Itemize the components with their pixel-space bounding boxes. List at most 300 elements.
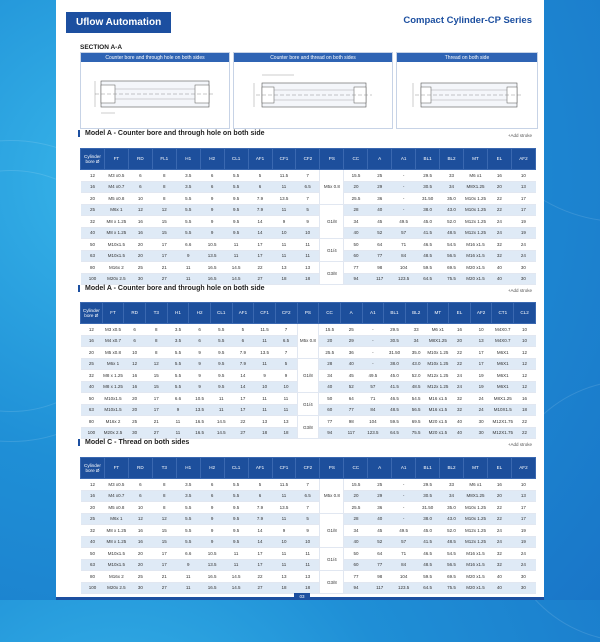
table-cell: 9	[189, 370, 211, 382]
table-cell: M8 x 1.25	[104, 536, 128, 548]
table-cell: 16	[449, 324, 471, 336]
table-cell: 16	[128, 216, 152, 228]
table-cell: 6.5	[296, 490, 320, 502]
table-cell: M16x 2	[104, 262, 128, 274]
table-cell: 17	[511, 513, 535, 525]
table-cell: 24	[487, 227, 511, 239]
table-cell: 8	[152, 502, 176, 514]
table-cell: 9	[189, 347, 211, 359]
column-header: PS	[320, 458, 344, 479]
column-header: Cylinder bore Ø	[81, 303, 103, 324]
table-cell: 50	[81, 393, 103, 405]
table-cell: 5	[248, 170, 272, 182]
table-cell: 9	[272, 216, 296, 228]
table-cell: 35.0	[405, 347, 427, 359]
table-header-row	[81, 149, 536, 170]
table-cell: 7	[296, 193, 320, 205]
table-row	[81, 571, 536, 583]
table-cell: 54.5	[405, 393, 427, 405]
table-cell: M20 x1.5	[464, 273, 488, 285]
table-cell: 13	[254, 416, 276, 428]
table-cell: 22	[248, 262, 272, 274]
table-cell: 11	[254, 404, 276, 416]
table-cell: 69.5	[405, 416, 427, 428]
column-header: AF2	[511, 149, 535, 170]
table-cell: 14	[232, 381, 254, 393]
table-cell: 98	[340, 416, 362, 428]
table-cell: 6	[248, 181, 272, 193]
table-cell: 59.5	[416, 571, 440, 583]
table-cell: 24	[511, 548, 535, 560]
table-cell: M16 x1.5	[427, 404, 449, 416]
table-cell: M10x1.5	[102, 404, 124, 416]
add-stroke-link[interactable]: +Add stroke	[507, 133, 532, 138]
table-cell: 27	[248, 273, 272, 285]
table-cell: 34	[319, 370, 341, 382]
port-size-cell: G3/8	[297, 416, 319, 439]
page-number: 03	[294, 593, 310, 600]
table-cell: 63	[81, 559, 105, 571]
table-cell: 20	[487, 490, 511, 502]
table-cell: 9	[189, 358, 211, 370]
table-cell: 123.5	[392, 582, 416, 594]
table-cell: 10	[514, 335, 536, 347]
table-cell: 14.5	[224, 273, 248, 285]
table-cell: 27	[152, 582, 176, 594]
table-row	[81, 273, 536, 285]
table-cell: M12X1.75	[492, 427, 514, 439]
table-cell: 17	[145, 393, 167, 405]
table-cell: 15	[152, 536, 176, 548]
table-cell: 9	[200, 227, 224, 239]
table-cell: 80	[81, 571, 105, 583]
table-cell: 40	[368, 513, 392, 525]
table-cell: 31.50	[384, 347, 406, 359]
table-cell: 5.5	[176, 525, 200, 537]
table-cell: M20 x1.5	[464, 571, 488, 583]
table-cell: 20	[128, 250, 152, 262]
column-header: FT	[102, 303, 124, 324]
column-header: RD	[124, 303, 146, 324]
table-cell: 123.5	[362, 427, 384, 439]
table-cell: 21	[145, 416, 167, 428]
table-cell: M4X0.7	[492, 335, 514, 347]
table-cell: 6	[128, 181, 152, 193]
table-cell: 24	[511, 559, 535, 571]
table-cell: 54.5	[440, 239, 464, 251]
table-cell: 84	[362, 404, 384, 416]
column-header: RD	[128, 458, 152, 479]
table-cell: 5.5	[210, 324, 232, 336]
table-cell: 84	[392, 250, 416, 262]
table-cell: 40	[344, 536, 368, 548]
table-cell: 9	[200, 193, 224, 205]
table-cell: 10	[124, 347, 146, 359]
table-cell: 8	[152, 193, 176, 205]
column-header: FT	[104, 458, 128, 479]
table-cell: 17	[232, 404, 254, 416]
table-cell: 71	[362, 393, 384, 405]
port-size-cell: M5x 0.8	[320, 479, 344, 514]
table-cell: M6X1	[492, 370, 514, 382]
table-cell: 17	[145, 404, 167, 416]
table-cell: 56.5	[440, 559, 464, 571]
table-cell: 22	[487, 513, 511, 525]
table-cell: -	[362, 335, 384, 347]
table-cell: 14.5	[224, 582, 248, 594]
table-cell: 9	[200, 502, 224, 514]
table-cell: 46.5	[384, 393, 406, 405]
table-cell: 16	[128, 227, 152, 239]
catalog-page	[56, 0, 544, 600]
table-cell: 48.5	[440, 536, 464, 548]
table-cell: 5	[248, 479, 272, 491]
add-stroke-link[interactable]: +Add stroke	[507, 442, 532, 447]
table-cell: 11	[296, 559, 320, 571]
table-cell: 60	[319, 404, 341, 416]
table-cell: 6.6	[176, 239, 200, 251]
table-cell: 100	[81, 427, 103, 439]
table-cell: 34	[344, 525, 368, 537]
table-cell: 10	[128, 193, 152, 205]
column-header: A	[368, 149, 392, 170]
port-size-cell: G1/8	[297, 358, 319, 393]
spec-table-model-a	[80, 148, 536, 285]
table-cell: 6	[189, 324, 211, 336]
table-cell: 17	[152, 239, 176, 251]
table-cell: 22	[487, 502, 511, 514]
table-cell: 27	[248, 582, 272, 594]
table-cell: 15.5	[319, 324, 341, 336]
table-cell: 38.0	[384, 358, 406, 370]
table-cell: 24	[511, 250, 535, 262]
table-cell: 22	[487, 204, 511, 216]
table-row	[81, 216, 536, 228]
cylinder-drawing-counter-bore-thread	[234, 63, 392, 127]
table-cell: 9	[296, 525, 320, 537]
table-cell: 80	[81, 416, 103, 428]
column-header: CC	[344, 458, 368, 479]
table-cell: 41.5	[416, 536, 440, 548]
diagram-model-b	[233, 52, 393, 129]
table-cell: 16	[487, 479, 511, 491]
table-cell: 20	[124, 393, 146, 405]
table-cell: 11	[254, 335, 276, 347]
table-cell: 52	[340, 381, 362, 393]
table-cell: 7	[275, 347, 297, 359]
table-row	[81, 559, 536, 571]
table-cell: 7.9	[248, 513, 272, 525]
table-cell: 38.0	[416, 204, 440, 216]
column-header: BL2	[440, 149, 464, 170]
table-cell: 6	[200, 170, 224, 182]
table-cell: 30	[511, 262, 535, 274]
table-cell: 8	[145, 347, 167, 359]
table-cell: 12	[152, 204, 176, 216]
column-header: PS	[320, 149, 344, 170]
table-cell: M12X1.75	[492, 416, 514, 428]
table-cell: 46.5	[416, 239, 440, 251]
table-cell: 17	[152, 548, 176, 560]
table-cell: M16 x1.5	[464, 548, 488, 560]
table-cell: 18	[272, 273, 296, 285]
column-header: CF2	[275, 303, 297, 324]
table-cell: 17	[470, 347, 492, 359]
table-cell: 52	[368, 536, 392, 548]
table-cell: 15	[145, 370, 167, 382]
table-cell: 11	[224, 559, 248, 571]
table-cell: 117	[340, 427, 362, 439]
table-cell: 10.5	[200, 239, 224, 251]
table-cell: 10.5	[189, 393, 211, 405]
table-cell: 11	[176, 582, 200, 594]
table-cell: 8	[152, 490, 176, 502]
table-cell: 5	[275, 358, 297, 370]
table-row	[81, 479, 536, 491]
table-cell: 40	[487, 571, 511, 583]
port-size-cell: G3/8	[320, 571, 344, 594]
column-header: CF1	[254, 303, 276, 324]
table-cell: 20	[124, 404, 146, 416]
table-cell: 57	[392, 536, 416, 548]
table-cell: 94	[319, 427, 341, 439]
table-cell: 48.5	[405, 381, 427, 393]
table-cell: 38.0	[416, 513, 440, 525]
series-title: Compact Cylinder-CP Series	[403, 15, 532, 26]
table-cell: 50	[81, 239, 105, 251]
table-cell: 5.5	[176, 536, 200, 548]
table-cell: 30.5	[384, 335, 406, 347]
table-cell: -	[392, 181, 416, 193]
table-cell: 40	[81, 536, 105, 548]
table-cell: 16	[81, 335, 103, 347]
port-size-cell: M5x 0.8	[320, 170, 344, 205]
table-cell: 6.5	[296, 181, 320, 193]
table-cell: 10	[296, 227, 320, 239]
table-cell: 30	[511, 571, 535, 583]
table-cell: 52.0	[440, 525, 464, 537]
table-cell: 12	[145, 358, 167, 370]
table-cell: 12	[124, 358, 146, 370]
table-cell: 5.5	[224, 181, 248, 193]
table-cell: 49.5	[362, 370, 384, 382]
table-cell: 30	[128, 273, 152, 285]
table-cell: 43.0	[405, 358, 427, 370]
table-cell: 15.5	[344, 479, 368, 491]
table-row	[81, 490, 536, 502]
table-cell: 11	[272, 181, 296, 193]
table-cell: 17	[248, 239, 272, 251]
table-cell: 77	[368, 250, 392, 262]
table-cell: 11	[272, 490, 296, 502]
add-stroke-link[interactable]: +Add stroke	[507, 288, 532, 293]
table-cell: 25	[81, 513, 105, 525]
table-cell: 3.5	[176, 181, 200, 193]
table-cell: M20 x1.5	[427, 416, 449, 428]
table-cell: M12x 1.25	[427, 370, 449, 382]
table-cell: 13.5	[189, 404, 211, 416]
table-cell: 50	[344, 548, 368, 560]
table-cell: -	[392, 502, 416, 514]
table-cell: 24	[487, 525, 511, 537]
table-cell: 6	[200, 181, 224, 193]
table-cell: 25	[81, 204, 105, 216]
column-header: CC	[319, 303, 341, 324]
table-cell: 40	[344, 227, 368, 239]
table-cell: M6 x1	[427, 324, 449, 336]
table-cell: M10x 1.25	[427, 347, 449, 359]
column-header: A	[368, 458, 392, 479]
table-cell: 34	[405, 335, 427, 347]
table-cell: 9	[176, 250, 200, 262]
table-cell: 9.5	[224, 216, 248, 228]
table-cell: 10	[511, 479, 535, 491]
table-cell: 30.5	[416, 490, 440, 502]
table-cell: 77	[368, 559, 392, 571]
table-cell: 25	[340, 324, 362, 336]
table-cell: 71	[392, 548, 416, 560]
table-cell: M3 x0.5	[104, 170, 128, 182]
column-header: AF2	[511, 458, 535, 479]
table-cell: M3 x0.5	[104, 479, 128, 491]
cylinder-drawing-through-hole	[81, 63, 229, 127]
table-cell: 10	[296, 536, 320, 548]
table-cell: 13.5	[254, 347, 276, 359]
table-cell: 41.5	[416, 227, 440, 239]
table-cell: 22	[487, 193, 511, 205]
table-cell: 9.5	[224, 204, 248, 216]
table-cell: 5.5	[224, 490, 248, 502]
table-cell: 12	[128, 513, 152, 525]
table-cell: 9.5	[224, 536, 248, 548]
table-cell: M20 x1.5	[464, 262, 488, 274]
table-cell: 6.6	[176, 548, 200, 560]
table-cell: 24	[470, 393, 492, 405]
table-cell: 11	[210, 393, 232, 405]
table-title: Model A - Counter bore and through hole on both side	[78, 130, 265, 137]
table-cell: 11	[296, 239, 320, 251]
table-cell: 41.5	[384, 381, 406, 393]
table-cell: 40	[340, 358, 362, 370]
column-header: MT	[427, 303, 449, 324]
column-header: CT1	[492, 303, 514, 324]
table-cell: 13	[296, 262, 320, 274]
table-cell: 20	[344, 181, 368, 193]
table-cell: -	[392, 204, 416, 216]
table-cell: 19	[511, 216, 535, 228]
table-cell: 9	[200, 525, 224, 537]
table-cell: 25.5	[319, 347, 341, 359]
table-cell: -	[362, 347, 384, 359]
table-cell: 98	[368, 262, 392, 274]
table-cell: 32	[487, 250, 511, 262]
table-cell: 12	[81, 170, 105, 182]
table-cell: 5.5	[167, 381, 189, 393]
table-cell: 5.5	[167, 358, 189, 370]
table-cell: 12	[514, 358, 536, 370]
table-cell: M10x1.5	[104, 548, 128, 560]
table-cell: 40	[368, 204, 392, 216]
table-cell: 25	[368, 479, 392, 491]
table-cell: 64.5	[416, 273, 440, 285]
column-header: BL1	[384, 303, 406, 324]
table-cell: M6 x1	[464, 170, 488, 182]
table-cell: 13	[470, 335, 492, 347]
table-cell: 10	[272, 536, 296, 548]
table-cell: 123.5	[392, 273, 416, 285]
table-cell: 11	[296, 548, 320, 560]
column-header: CF2	[296, 458, 320, 479]
table-cell: 40	[449, 427, 471, 439]
table-cell: 7	[296, 502, 320, 514]
table-cell: M3 x0.5	[102, 324, 124, 336]
table-cell: M10x 1.25	[464, 204, 488, 216]
table-cell: M20 x1.5	[464, 582, 488, 594]
table-cell: 24	[449, 370, 471, 382]
table-cell: 9.5	[224, 193, 248, 205]
table-cell: 12	[514, 347, 536, 359]
table-cell: 46.5	[416, 548, 440, 560]
table-cell: 32	[81, 370, 103, 382]
table-row	[81, 227, 536, 239]
spec-table-model-a-threaded	[80, 302, 536, 439]
table-cell: 59.5	[384, 416, 406, 428]
table-cell: 52	[368, 227, 392, 239]
column-header: Cylinder bore Ø	[81, 149, 105, 170]
table-cell: 5.5	[224, 479, 248, 491]
table-cell: M20 x1.5	[427, 427, 449, 439]
column-header: A1	[392, 149, 416, 170]
table-row	[81, 181, 536, 193]
table-cell: 117	[368, 582, 392, 594]
table-cell: 9	[176, 559, 200, 571]
table-cell: 9.5	[224, 227, 248, 239]
table-cell: 15	[145, 381, 167, 393]
table-cell: M4 x0.7	[104, 490, 128, 502]
table-cell: 29.5	[416, 170, 440, 182]
table-cell: 9.5	[224, 525, 248, 537]
table-cell: 104	[392, 571, 416, 583]
table-cell: 84	[392, 559, 416, 571]
table-cell: 9.5	[210, 358, 232, 370]
table-cell: 32	[81, 216, 105, 228]
table-cell: 10	[511, 170, 535, 182]
table-cell: 9	[200, 204, 224, 216]
table-cell: 14.5	[224, 571, 248, 583]
table-cell: 13.5	[200, 559, 224, 571]
table-cell: 11	[254, 358, 276, 370]
column-header: EL	[487, 458, 511, 479]
table-cell: 8	[145, 335, 167, 347]
table-cell: 64	[340, 393, 362, 405]
table-cell: 9	[296, 216, 320, 228]
port-size-cell: G1/4	[320, 548, 344, 571]
table-cell: 10	[470, 324, 492, 336]
table-cell: 71	[392, 239, 416, 251]
table-cell: 34	[440, 490, 464, 502]
table-cell: 10	[275, 381, 297, 393]
table-cell: 16.5	[189, 427, 211, 439]
table-cell: 32	[487, 559, 511, 571]
table-cell: 6.5	[275, 335, 297, 347]
table-cell: 11.5	[272, 170, 296, 182]
table-cell: M12x 1.25	[464, 227, 488, 239]
table-cell: 60	[344, 559, 368, 571]
table-cell: 9.5	[210, 370, 232, 382]
table-cell: 15	[152, 216, 176, 228]
table-cell: 9	[167, 404, 189, 416]
table-cell: 25.5	[344, 193, 368, 205]
